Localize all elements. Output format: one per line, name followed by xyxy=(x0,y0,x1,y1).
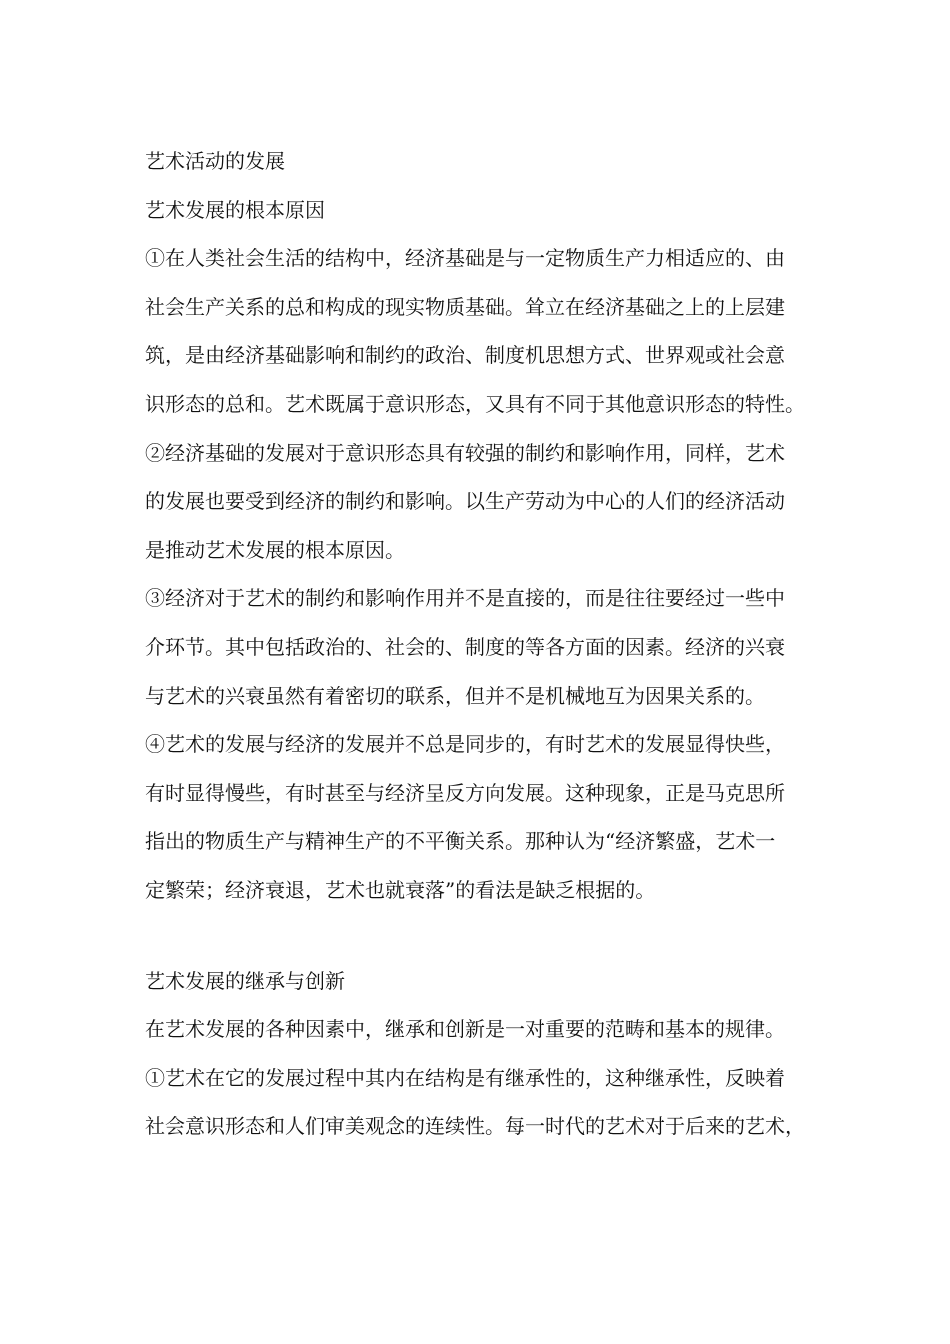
paragraph-line: 在艺术发展的各种因素中，继承和创新是一对重要的范畴和基本的规律。 xyxy=(145,1017,785,1042)
paragraph-line: 介环节。其中包括政治的、社会的、制度的等各方面的因素。经济的兴衰 xyxy=(145,634,785,659)
section-heading: 艺术活动的发展 xyxy=(145,149,285,173)
subsection-heading: 艺术发展的根本原因 xyxy=(145,197,325,222)
paragraph-line: 有时显得慢些，有时甚至与经济呈反方向发展。这种现象，正是马克思所 xyxy=(145,780,785,805)
paragraph-line: 识形态的总和。艺术既属于意识形态，又具有不同于其他意识形态的特性。 xyxy=(145,391,805,416)
paragraph-line: 定繁荣；经济衰退，艺术也就衰落”的看法是缺乏根据的。 xyxy=(145,877,656,902)
paragraph-line: 是推动艺术发展的根本原因。 xyxy=(145,537,405,562)
paragraph-line: 社会生产关系的总和构成的现实物质基础。耸立在经济基础之上的上层建 xyxy=(145,294,785,319)
paragraph-line: ①在人类社会生活的结构中，经济基础是与一定物质生产力相适应的、由 xyxy=(145,246,785,271)
paragraph-line: 的发展也要受到经济的制约和影响。以生产劳动为中心的人们的经济活动 xyxy=(145,489,785,514)
paragraph-line: ①艺术在它的发展过程中其内在结构是有继承性的，这种继承性，反映着 xyxy=(145,1065,785,1090)
subsection-heading: 艺术发展的继承与创新 xyxy=(145,968,345,993)
document-body xyxy=(145,137,865,1151)
paragraph-line: ④艺术的发展与经济的发展并不总是同步的，有时艺术的发展显得快些， xyxy=(145,732,785,757)
paragraph-line: 与艺术的兴衰虽然有着密切的联系，但并不是机械地互为因果关系的。 xyxy=(145,683,765,708)
paragraph-line: 指出的物质生产与精神生产的不平衡关系。那种认为“经济繁盛，艺术一 xyxy=(145,829,776,854)
paragraph-line: ③经济对于艺术的制约和影响作用并不是直接的，而是往往要经过一些中 xyxy=(145,586,785,611)
paragraph-line: ②经济基础的发展对于意识形态具有较强的制约和影响作用，同样，艺术 xyxy=(145,440,785,465)
paragraph-line: 筑，是由经济基础影响和制约的政治、制度机思想方式、世界观或社会意 xyxy=(145,343,785,368)
paragraph-line: 社会意识形态和人们审美观念的连续性。每一时代的艺术对于后来的艺术， xyxy=(145,1114,805,1139)
section-spacer xyxy=(145,915,865,957)
